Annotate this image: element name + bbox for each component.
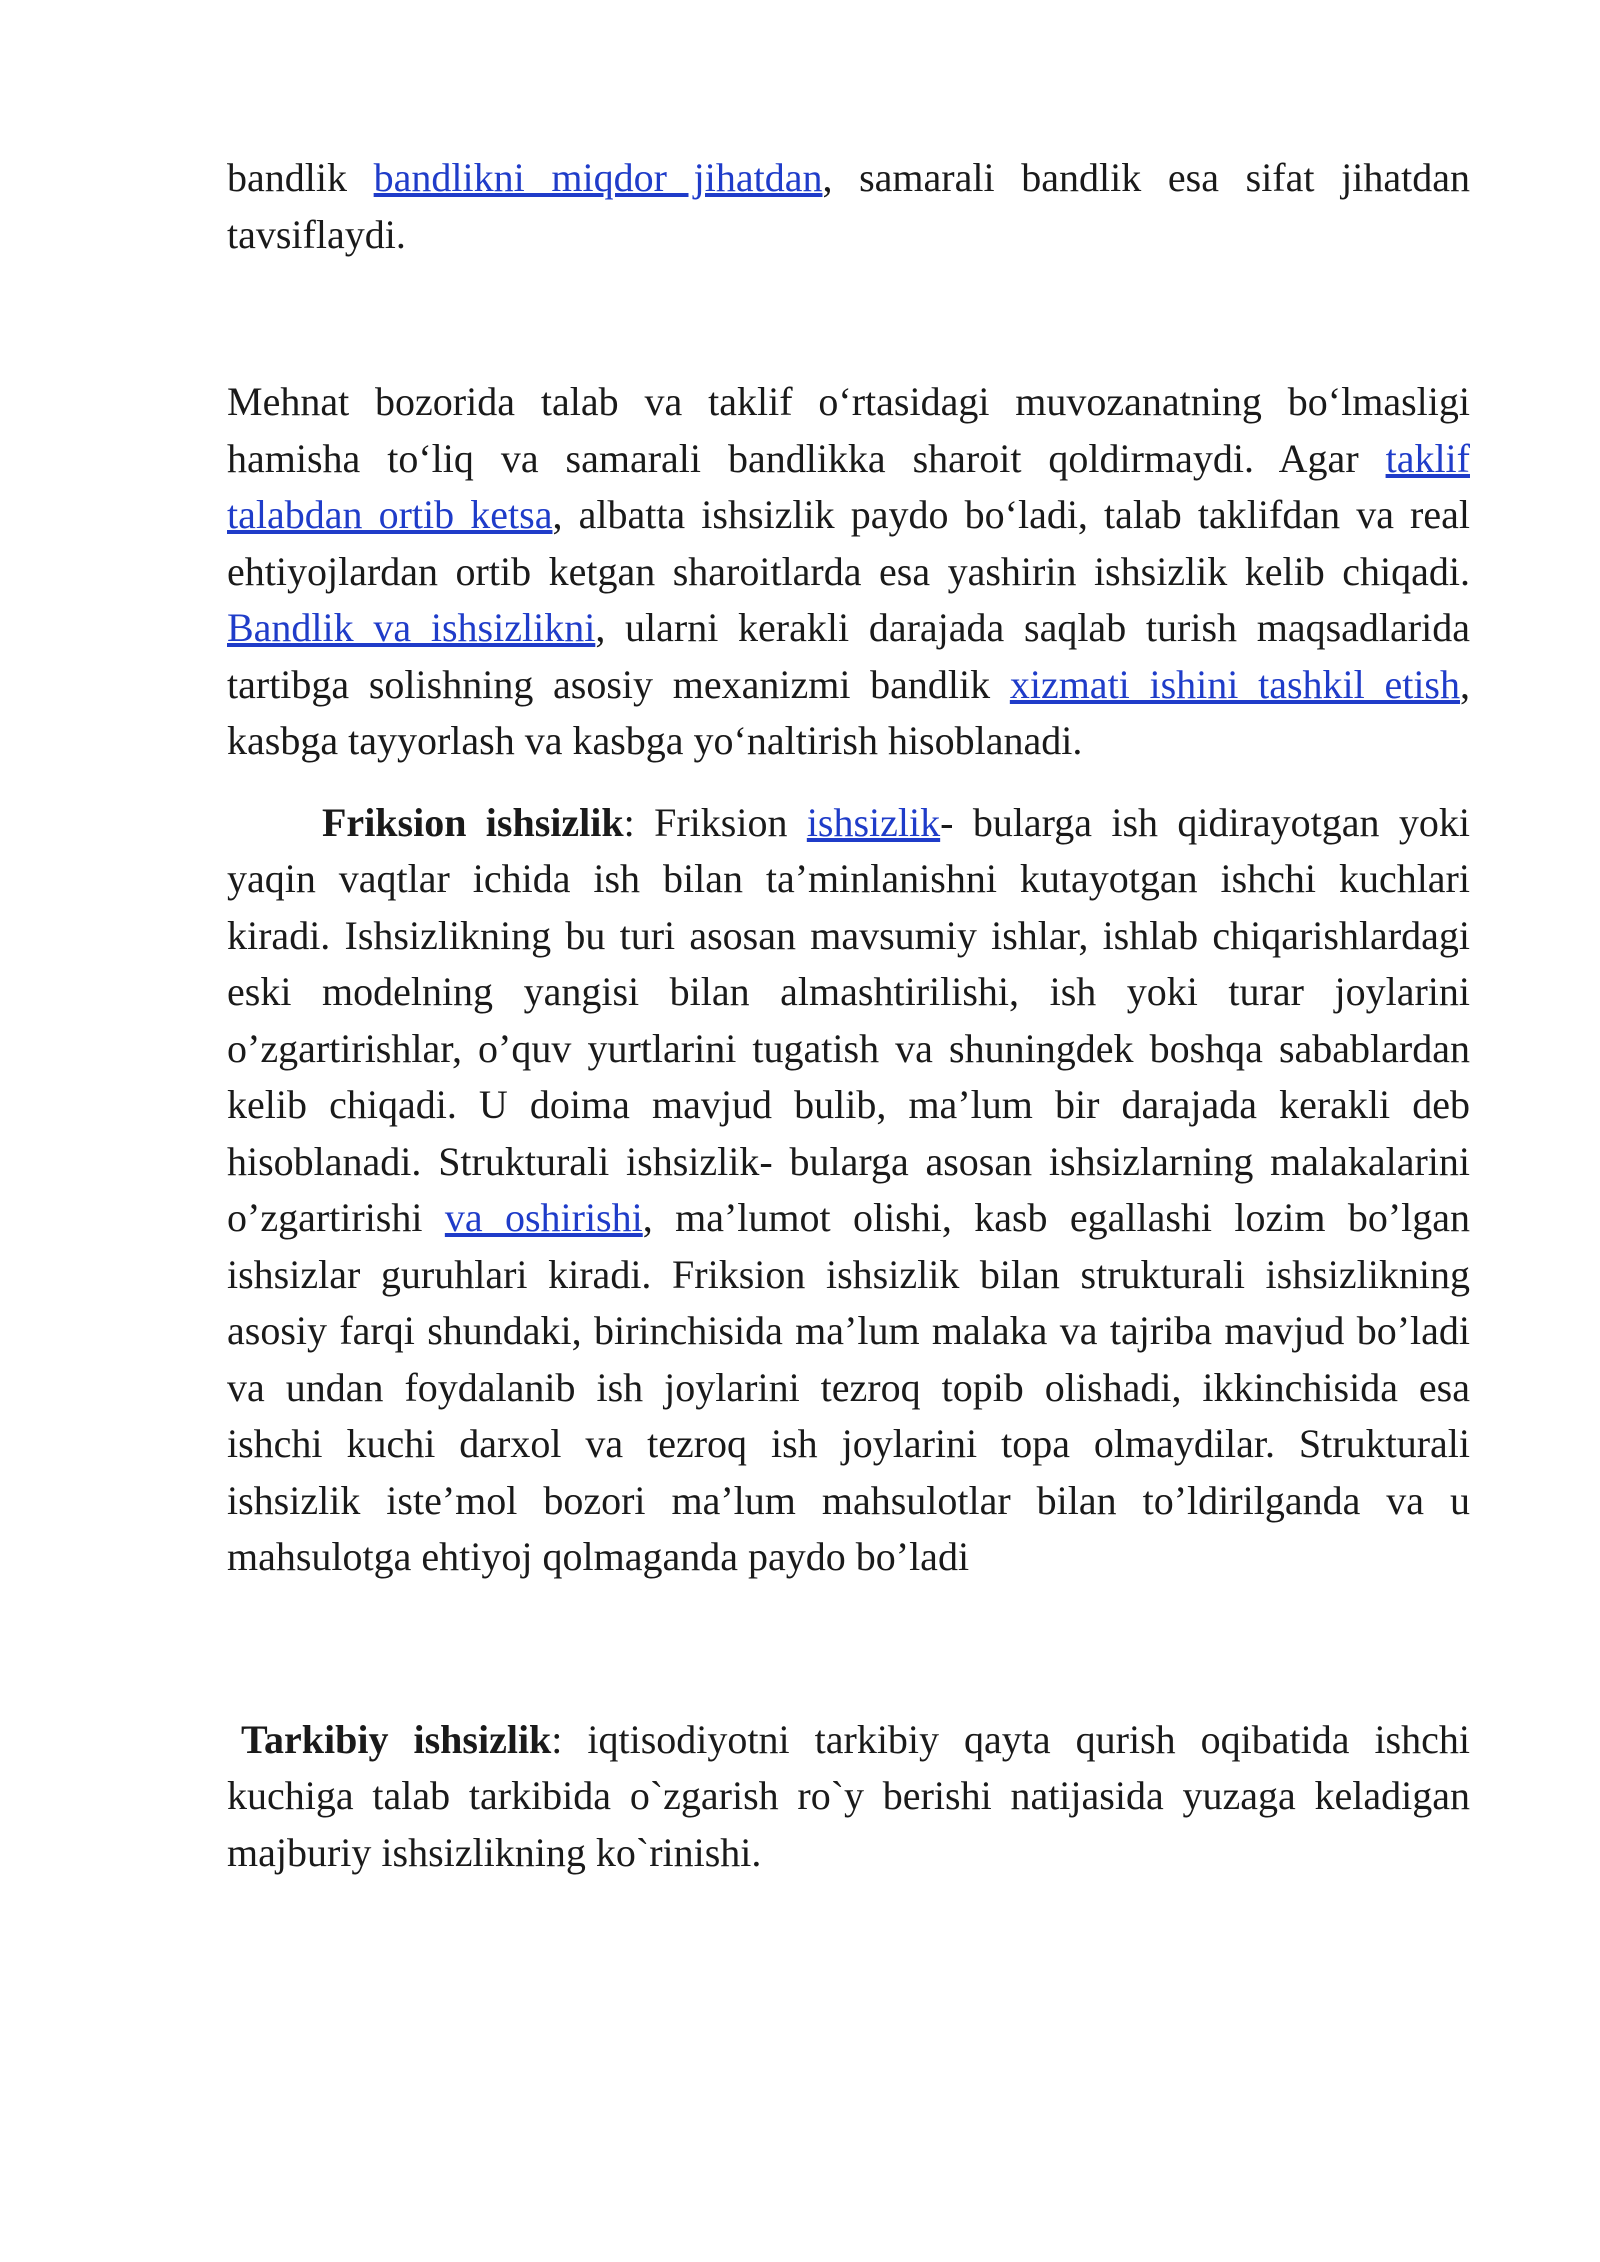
link-taklif-talabdan-ortib-ketsa[interactable]: taklif talabdan ortib ketsa	[227, 435, 1470, 537]
paragraph-text: , samarali bandlik esa sifat jihatdan tavsiflaydi.	[227, 155, 1470, 257]
link-ishsizlik[interactable]: ishsizlik	[806, 799, 941, 845]
paragraph-labor-market	[227, 374, 1470, 770]
link-bandlik-va-ishsizlikni[interactable]: Bandlik va ishsizlikni	[227, 605, 596, 650]
paragraph-text: bandlik	[227, 155, 374, 200]
paragraph-text: , ma’lumot olishi, kasb egallashi lozim bo’lgan ishsizlar guruhlari kiradi. Friksion ishsizlik bilan strukturali ishsizlikning asosiy farqi shundaki, birinchisida ma’lum malaka va tajriba mavjud bo’ladi va undan foydalanib ish joylarini tezroq topib olishadi, ikkinchisida esa ishchi kuchi darxol va tezroq ish joylarini topa olmaydilar. Strukturali ishsizlik iste’mol bozori ma’lum mahsulotlar bilan to’ldirilganda va u mahsulotga ehtiyoj qolmaganda paydo bo’ladi	[227, 1195, 1470, 1579]
paragraph-text: : iqtisodiyotni tarkibiy qayta qurish oqibatida ishchi kuchiga talab tarkibida o`zgarish ro`y berishi natijasida yuzaga keladigan majburiy ishsizlikning ko`rinishi.	[227, 1716, 1470, 1875]
term-friksion-ishsizlik: Friksion ishsizlik	[322, 799, 624, 845]
paragraph-employment-definition	[227, 150, 1470, 263]
document-body	[227, 150, 1470, 1881]
paragraph-structural-unemployment	[227, 1712, 1470, 1882]
paragraph-text: : Friksion	[623, 799, 807, 845]
paragraph-text: , kasbga tayyorlash va kasbga yo‘naltirish hisoblanadi.	[227, 661, 1470, 763]
paragraph-text: - bularga ish qidirayotgan yoki yaqin vaqtlar ichida ish bilan ta’minlanishni kutayotgan ishchi kuchlari kiradi. Ishsizlikning bu turi asosan mavsumiy ishlar, ishlab chiqarishlardagi eski modelning yangisi bilan almashtirilishi, ish yoki turar joylarini o’zgartirishlar, o’quv yurtlarini tugatish va shuningdek boshqa sabablardan kelib chiqadi. U doima mavjud bulib, ma’lum bir darajada kerakli deb hisoblanadi. Strukturali ishsizlik- bularga asosan ishsizlarning malakalarini o’zgartirishi	[227, 799, 1471, 1240]
term-tarkibiy-ishsizlik: Tarkibiy ishsizlik	[241, 1716, 552, 1762]
paragraph-frictional-unemployment	[227, 795, 1470, 1586]
link-bandlikni-miqdor-jihatdan[interactable]: bandlikni miqdor jihatdan	[373, 155, 823, 200]
link-xizmati-ishini-tashkil-etish[interactable]: xizmati ishini tashkil etish	[1009, 661, 1460, 707]
paragraph-text: , ularni kerakli darajada saqlab turish maqsadlarida tartibga solishning asosiy mexanizmi bandlik	[227, 605, 1470, 707]
paragraph-text: Mehnat bozorida talab va taklif o‘rtasidagi muvozanatning bo‘lmasligi hamisha to‘liq va samarali bandlikka sharoit qoldirmaydi. Agar	[227, 379, 1470, 481]
paragraph-text: , albatta ishsizlik paydo bo‘ladi, talab taklifdan va real ehtiyojlardan ortib ketgan sharoitlarda esa yashirin ishsizlik kelib chiqadi.	[227, 492, 1470, 594]
link-va-oshirishi[interactable]: va oshirishi	[444, 1195, 643, 1240]
